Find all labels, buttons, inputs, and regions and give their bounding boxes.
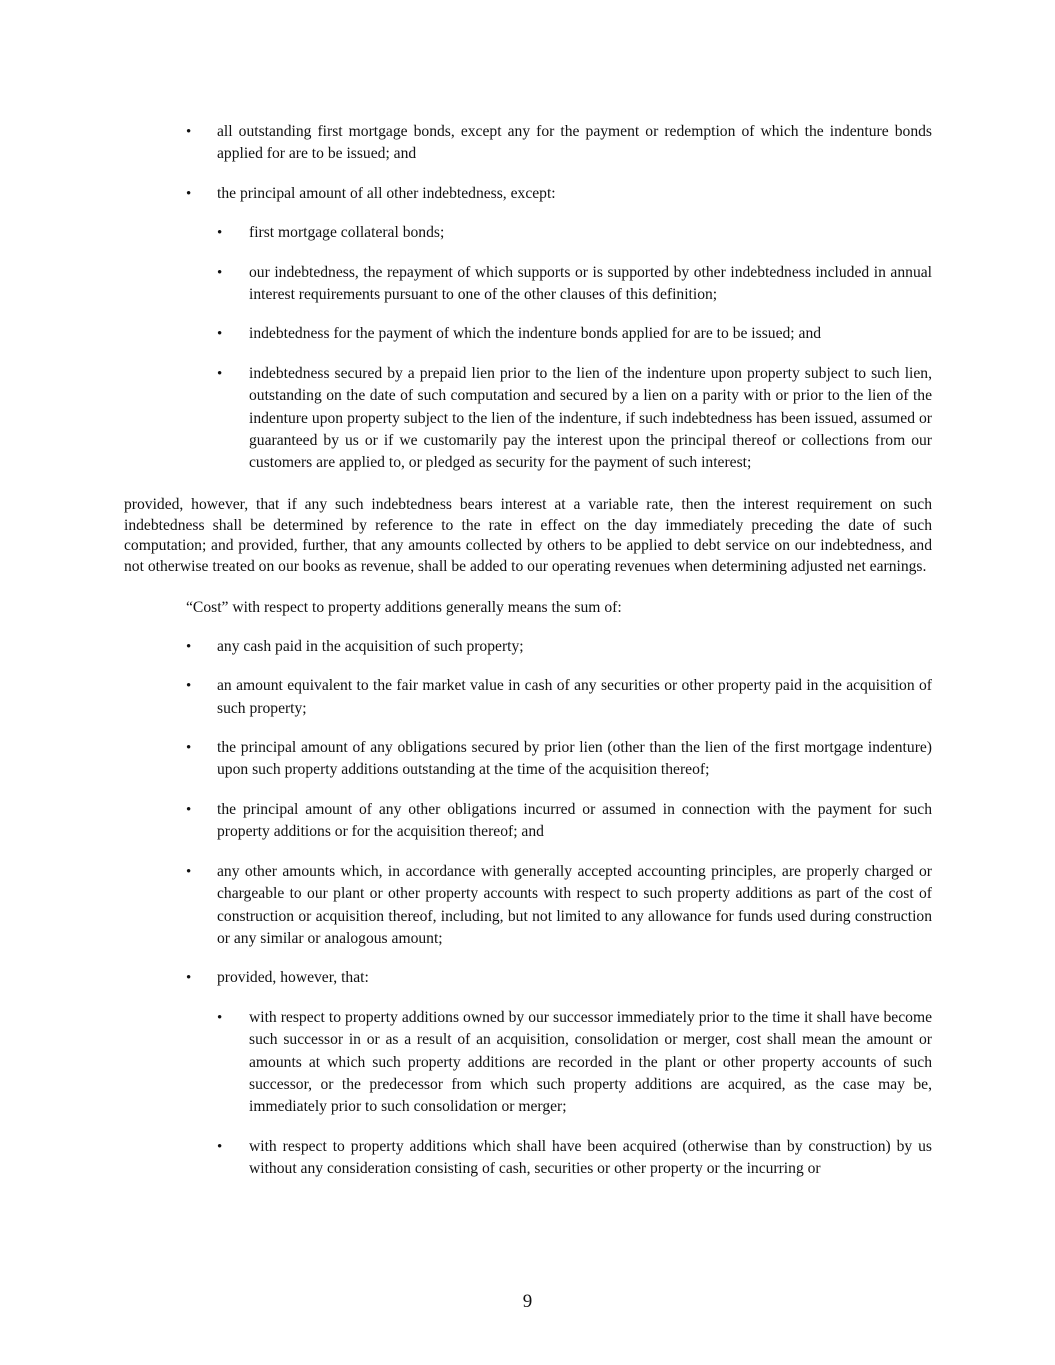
proviso-paragraph: provided, however, that if any such indebtedness bears interest at a variable rate, then the interest requirement on such indebtedness shall be determined by reference to the rate in effect on the day immediately preceding the date of such computation; and provided, further, that any amounts collected by others to be applied to debt service on our indebtedness, and not otherwise treated on our books as revenue, shall be added to our operating revenues when determining adjusted net earnings. (124, 495, 932, 576)
bullet-icon: • (217, 1009, 223, 1026)
bullet-icon: • (217, 326, 223, 343)
list-item-text: the principal amount of all other indebtedness, except: (217, 184, 556, 202)
bullet-icon: • (186, 638, 192, 655)
list-item (124, 636, 932, 658)
list-item (124, 861, 932, 951)
bullet-icon: • (186, 124, 192, 140)
list-item (124, 1007, 932, 1119)
list-item (124, 363, 932, 475)
list-item-text: with respect to property additions which shall have been acquired (otherwise than by construction) by us without any consideration consisting of cash, securities or other property or the incurring or (249, 1137, 932, 1178)
list-item-text: any other amounts which, in accordance with generally accepted accounting principles, are properly charged or chargeable to our plant or other property accounts with respect to such property additions as part of the cost of construction or acquisition thereof, including, but not limited to any allowance for funds used during construction or any similar or analogous amount; (217, 862, 932, 947)
list-item (124, 262, 932, 307)
bullet-icon: • (217, 365, 223, 382)
list-item-text: an amount equivalent to the fair market value in cash of any securities or other property paid in the acquisition of such property; (217, 677, 932, 717)
list-item (124, 675, 932, 720)
list-item (124, 183, 932, 205)
list-item-text: the principal amount of any other obligations incurred or assumed in connection with the payment for such property additions or for the acquisition thereof; and (217, 800, 932, 841)
list-item-text: the principal amount of any obligations secured by prior lien (other than the lien of the first mortgage indenture) upon such property additions outstanding at the time of the acquisition thereof; (217, 739, 932, 779)
bullet-icon: • (217, 225, 223, 242)
list-item-text: indebtedness for the payment of which the indenture bonds applied for are to be issued; and (249, 325, 822, 343)
list-item (124, 1136, 932, 1181)
list-item-text: provided, however, that: (217, 969, 369, 987)
list-item-text: our indebtedness, the repayment of which supports or is supported by other indebtedness included in annual interest requirements pursuant to one of the other clauses of this definition; (249, 263, 932, 304)
list-item (124, 323, 932, 345)
list-item-text: all outstanding first mortgage bonds, except any for the payment or redemption of which the indenture bonds applied for are to be issued; and (217, 123, 932, 163)
bullet-icon: • (217, 1138, 223, 1155)
cost-definition-intro: “Cost” with respect to property additions generally means the sum of: (186, 599, 622, 617)
bullet-icon: • (186, 801, 192, 818)
bullet-icon: • (217, 264, 223, 281)
bullet-icon: • (186, 740, 192, 757)
list-item (124, 737, 932, 782)
page-number: 9 (522, 1291, 533, 1312)
bullet-list-cost (124, 636, 932, 1181)
list-item (124, 799, 932, 844)
list-item-text: with respect to property additions owned by our successor immediately prior to the time it shall have become such successor in or as a result of an acquisition, consolidation or merger, cost shall mean the amount or amounts at which such property additions are recorded in the plant or other property accounts of such successor, or the predecessor from which such property additions are acquired, as the case may be, immediately prior to such consolidation or merger; (249, 1008, 932, 1116)
bullet-icon: • (186, 678, 192, 695)
list-item (124, 121, 932, 166)
list-item (124, 222, 932, 244)
document-page (124, 121, 932, 1181)
list-item (124, 967, 932, 989)
bullet-icon: • (186, 185, 192, 202)
bullet-list-indebtedness (124, 121, 932, 475)
list-item-text: first mortgage collateral bonds; (249, 224, 445, 242)
list-item-text: any cash paid in the acquisition of such property; (217, 637, 524, 655)
list-item-text: indebtedness secured by a prepaid lien prior to the lien of the indenture upon property subject to such lien, outstanding on the date of such computation and secured by a lien on a parity with or prior to the lien of the indenture upon property subject to the lien of the indenture, if such indebtedness has been issued, assumed or guaranteed by us or if we customarily pay the interest upon the principal thereof or collections from our customers are applied to, or pledged as security for the payment of such interest; (249, 364, 932, 472)
bullet-icon: • (186, 863, 192, 880)
bullet-icon: • (186, 970, 192, 987)
